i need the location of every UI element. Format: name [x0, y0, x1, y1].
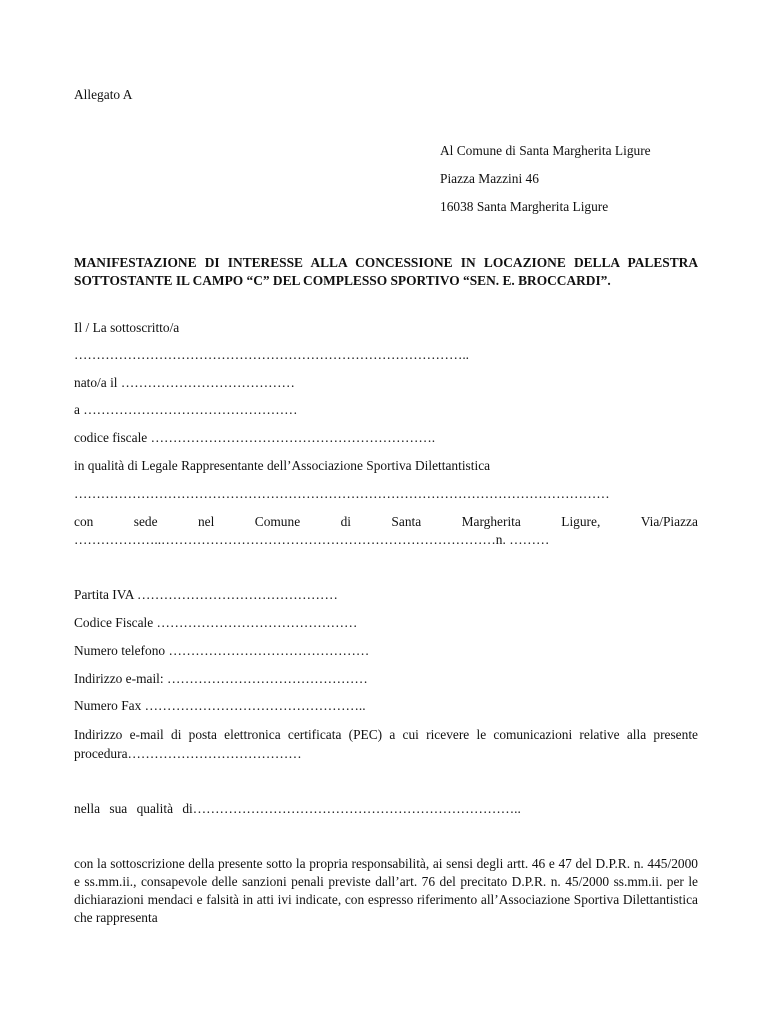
declaration-paragraph: con la sottoscrizione della presente sotto la propria responsabilità, ai sensi degli artt. 46 e 47 del D.P.R. n. 445/2000 e ss.mm.ii., consapevole delle sanzioni penali previste dall’art. 76 del precitato D.P.R. n. 45/2000 ss.mm.ii. per le dichiarazioni mendaci e falsità in atti ivi indicate, con espresso riferimento all’Associazione Sportiva Dilettantistica che rappresenta — [74, 856, 698, 925]
sede-word: di — [340, 514, 351, 529]
sede-word: nel — [197, 514, 215, 529]
tax-code-2-field: Codice Fiscale ……………………………………… — [74, 615, 358, 630]
sede-word: Margherita — [461, 514, 521, 529]
tax-code-field: codice fiscale ………………………………………………………. — [74, 430, 436, 445]
headquarters-address-field: ………………..…………………………………………………………………n. ……… — [74, 532, 550, 547]
email-field: Indirizzo e-mail: ……………………………………… — [74, 671, 368, 686]
sede-word: Comune — [254, 514, 301, 529]
birth-place-field: a ………………………………………… — [74, 402, 298, 417]
recipient-line-3: 16038 Santa Margherita Ligure — [440, 199, 609, 214]
allegato-label: Allegato A — [74, 87, 133, 102]
vat-number-field: Partita IVA ……………………………………… — [74, 587, 338, 602]
birth-date-field: nato/a il ………………………………… — [74, 375, 295, 390]
sede-word: Ligure, — [561, 514, 601, 529]
sottoscritto-label: Il / La sottoscritto/a — [74, 320, 180, 335]
sede-word: con — [74, 514, 94, 529]
recipient-line-1: Al Comune di Santa Margherita Ligure — [440, 143, 651, 158]
sede-word: Via/Piazza — [640, 514, 698, 529]
association-field: ………………………………………………………………………………………………………… — [74, 486, 610, 501]
role-statement: in qualità di Legale Rappresentante dell’Associazione Sportiva Dilettantistica — [74, 458, 491, 473]
fax-field: Numero Fax ………………………………………….. — [74, 698, 366, 713]
phone-field: Numero telefono ……………………………………… — [74, 643, 370, 658]
sede-word: sede — [133, 514, 158, 529]
sede-word: Santa — [391, 514, 422, 529]
pec-field: Indirizzo e-mail di posta elettronica certificata (PEC) a cui ricevere le comunicazioni relative alla presente procedura………………………………… — [74, 727, 698, 761]
headquarters-line — [74, 513, 698, 531]
document-title: MANIFESTAZIONE DI INTERESSE ALLA CONCESSIONE IN LOCAZIONE DELLA PALESTRA SOTTOSTANTE IL CAMPO “C” DEL COMPLESSO SPORTIVO “SEN. E. BROCCARDI”. — [74, 255, 698, 288]
capacity-field: nella sua qualità di……………………………………………………………….. — [74, 801, 521, 816]
recipient-line-2: Piazza Mazzini 46 — [440, 171, 539, 186]
name-field: …………………………………………………………………………….. — [74, 347, 470, 362]
